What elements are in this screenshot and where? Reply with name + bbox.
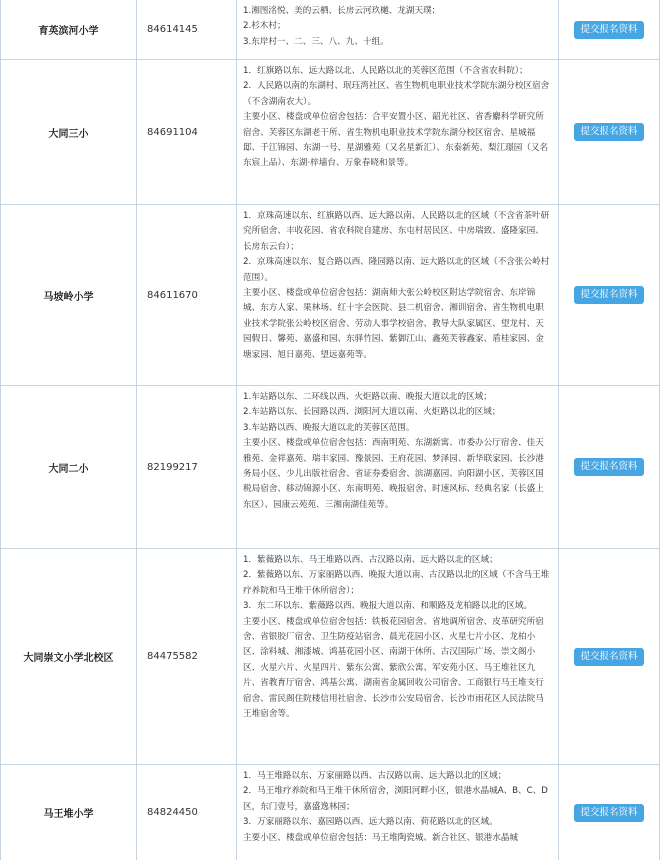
school-phone: 84611670 [137,205,237,385]
table-row [1,549,659,765]
school-name: 马王堆小学 [1,765,137,860]
district-description [237,205,559,385]
district-line: 主要小区、楼盘或单位宿舍包括：铁板花园宿舍、省地调所宿舍、皮革研究所宿舍、省银胶厂宿舍、卫生防疫站宿舍、晨光花园小区、火星七片小区、龙柏小区、涂料城、湘漆城、鸿基花园小区、南湖干休所、古汉国际广场、崇文阁小区、火星六片、火星四片、紫东公寓、紫欣公寓、军安苑小区、马王堆社区九片、省教育厅宿舍、鸿基公寓、湖南省金属回收公司宿舍、工商银行马王堆支行宿舍、雷民阁住院楼信用社宿舍、长沙市公安局宿舍、长沙市雨花区人民法院马王堆宿舍等。 [243,616,544,720]
district-line: 3.车站路以西、晚报大道以北的芙蓉区范围。 [243,422,415,433]
district-line: 1．紫薇路以东、马王堆路以西、古汉路以南、远大路以北的区域； [243,555,498,565]
school-phone: 84691104 [137,60,237,204]
district-line: 主要小区、楼盘或单位宿舍包括：湖南师大张公岭校区附达学院宿舍、东岸锦城、东方人家、果林场、红十字会医院、县二机宿舍、湘训宿舍、省生物机电职业技术学院张公岭校区宿舍、劳动人事学校宿舍、教导大队家属区、望龙村、天园假日、馨苑、嘉盛和园、东驿竹园、紫御江山、鑫苑芙蓉鑫家、盾桂家园、金塘家园、旭日嘉苑、望远嘉苑等。 [243,288,544,360]
district-description [237,549,559,764]
district-line: 2．马王堆疗养院和马王堆干休所宿舍，浏阳河畔小区，银港水晶城A、B、C、D区，东门壹号，嘉盛逸林园； [243,786,548,812]
table-row [1,765,659,860]
district-line: 1．京珠高速以东、红旗路以西、远大路以南、人民路以北的区域（不含省茶叶研究所宿舍、丰收花园、省农科院自建房、东屯村居民区、中房瑞致、盛隆家园、长房东云台）； [243,211,550,252]
district-line: 1.车站路以东、二环线以西、火炬路以南、晚报大道以北的区域； [243,392,492,402]
action-cell [559,205,659,385]
district-description [237,765,559,860]
school-name: 育英滨河小学 [1,0,137,59]
action-cell [559,549,659,764]
district-line: 3．东二环以东、紫薇路以西、晚报大道以南、和顺路及龙柏路以北的区域。 [243,601,533,612]
submit-application-button[interactable]: 提交报名资料 [574,21,643,39]
district-description [237,60,559,204]
submit-application-button[interactable]: 提交报名资料 [574,286,643,304]
table-row [1,386,659,549]
action-cell [559,60,659,204]
action-cell [559,386,659,548]
school-phone: 82199217 [137,386,237,548]
district-line: 2.杉木村； [243,21,286,32]
district-line: 2．京珠高速以东、复合路以西、隆园路以南、远大路以北的区域（不含张公岭村范围）。 [243,257,550,283]
school-name: 大同三小 [1,60,137,204]
table-row [1,60,659,205]
table-row [1,0,659,60]
school-phone: 84614145 [137,0,237,59]
submit-application-button[interactable]: 提交报名资料 [574,458,643,476]
district-line: 2.车站路以东、长园路以西、浏阳河大道以南、火炬路以北的区域； [243,407,501,418]
district-line: 主要小区、楼盘或单位宿舍包括：西南明苑、东湖新寓、市委办公厅宿舍、佳天雅苑、金祥嘉苑、瑞丰家园、豫景园、王府花园、梦泽园、新华联家园、长沙港务局小区、少儿出版社宿舍、省证券委宿舍、滨湖嘉园、向阳湖小区、芙蓉区国税局宿舍、移动锦源小区、东南明苑、晚报宿舍、时速风标、经典名家（长盛上东区）、园康云苑苑、三湘南湖佳苑等。 [243,438,544,510]
school-name: 马坡岭小学 [1,205,137,385]
school-phone: 84475582 [137,549,237,764]
district-line: 主要小区、楼盘或单位宿舍包括：合平安置小区、韶光社区、省香麝科学研究所宿舍、芙蓉区东湖老干所、省生物机电职业技术学院东湖分校区宿舍、星城福邸、千江锦园、东湖一号、星湖雅苑（又名星新汇）、东泰新苑、梨江璟园（又名东宸上品）、东湖·梓墙台、万象春晓和景等。 [243,112,549,169]
submit-application-button[interactable]: 提交报名资料 [574,804,643,822]
district-line: 2．人民路以南的东湖村、珉珏湾社区、省生物机电职业技术学院东湖分校区宿舍（不含湖南农大）。 [243,81,550,107]
district-line: 1．红旗路以东、远大路以北、人民路以北的芙蓉区范围（不含省农科院）； [243,66,528,76]
submit-application-button[interactable]: 提交报名资料 [574,648,643,666]
district-description [237,386,559,548]
school-name: 大同二小 [1,386,137,548]
table-row [1,205,659,386]
school-phone: 84824450 [137,765,237,860]
district-line: 2．紫薇路以东、万家丽路以西、晚报大道以南、古汉路以北的区域（不含马王堆疗养院和马王堆干休所宿舍）； [243,570,550,596]
school-name: 大同崇文小学北校区 [1,549,137,764]
submit-application-button[interactable]: 提交报名资料 [574,123,643,141]
district-line: 1．马王堆路以东、万家丽路以西、古汉路以南、远大路以北的区域； [243,771,507,781]
district-line: 3.东岸村一、二、三、八、九、十组。 [243,36,389,47]
district-line: 主要小区、楼盘或单位宿舍包括：马王堆陶瓷城、新合社区、银港水晶城 [243,832,519,843]
district-line: 1.湘图洺悦、美的云栖、长房云河玖樾、龙湖天璞； [243,6,441,16]
district-description [237,0,559,59]
action-cell [559,765,659,860]
action-cell [559,0,659,59]
district-line: 3．万家丽路以东、嘉园路以西、远大路以南、荷花路以北的区域。 [243,817,498,828]
